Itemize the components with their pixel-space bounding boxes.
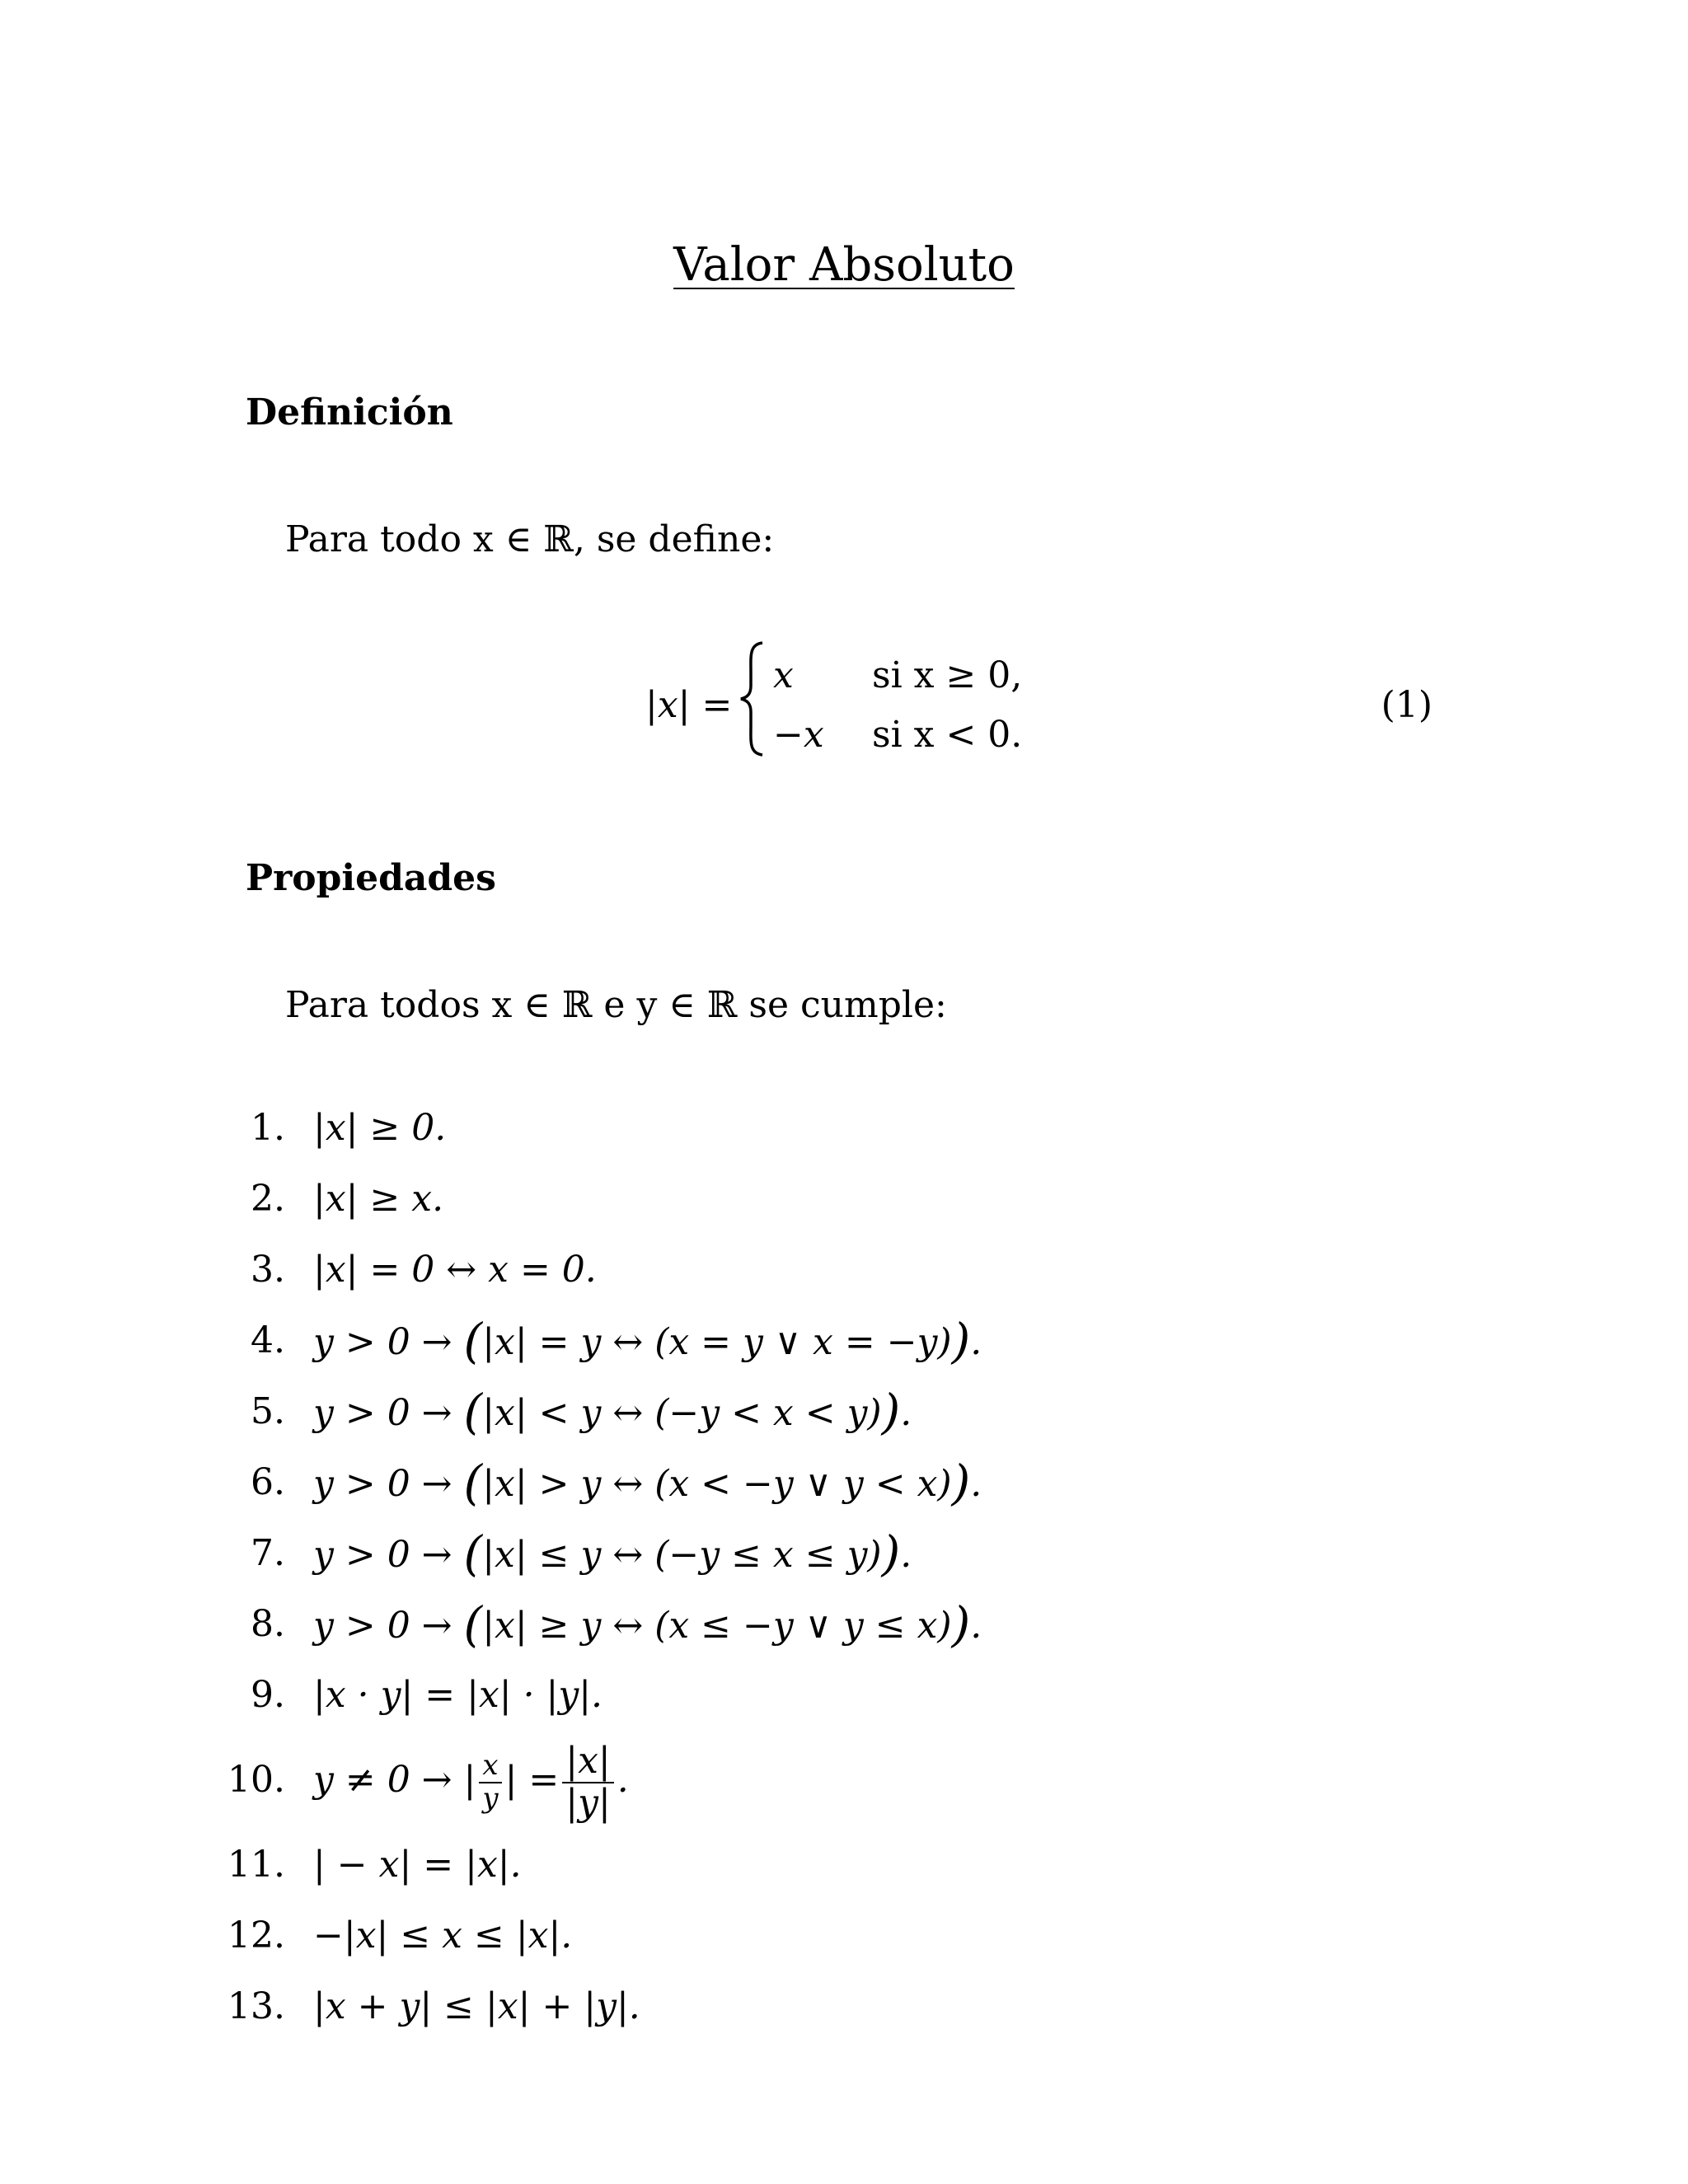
fraction-x-over-y xyxy=(479,1750,501,1814)
expr-inner: |x| > y ↔ (x < −y ∨ y < x) xyxy=(482,1463,952,1505)
expr-post: . xyxy=(970,1321,982,1363)
list-item xyxy=(221,1235,1375,1305)
list-item xyxy=(221,1164,1375,1235)
paren-close: ) xyxy=(881,1384,901,1440)
case-1-value: x xyxy=(773,654,794,696)
item-expression: |x · y| = |x| · |y|. xyxy=(313,1674,603,1716)
piecewise-equation xyxy=(645,644,1041,768)
list-item xyxy=(221,1830,1375,1900)
expr-post: . xyxy=(900,1534,912,1576)
item-number: 1. xyxy=(251,1107,285,1149)
equation-lhs: |x| = xyxy=(645,684,733,726)
item-number: 4. xyxy=(251,1319,285,1361)
paren-open: ( xyxy=(463,1313,483,1369)
expr-inner: |x| < y ↔ (−y < x < y) xyxy=(482,1392,882,1434)
page-title xyxy=(0,239,1688,292)
item-number: 7. xyxy=(251,1532,285,1574)
item-expression: | − x| = |x|. xyxy=(313,1844,522,1886)
fraction-denominator: y xyxy=(482,1781,499,1815)
expr-inner: |x| ≥ y ↔ (x ≤ −y ∨ y ≤ x) xyxy=(482,1605,952,1647)
case-2-condition: si x < 0. xyxy=(872,714,1023,756)
paren-open: ( xyxy=(463,1455,483,1511)
fraction-denominator: |y| xyxy=(565,1781,611,1824)
expr-inner: |x| ≤ y ↔ (−y ≤ x ≤ y) xyxy=(482,1534,882,1576)
item-expression xyxy=(313,1518,912,1591)
paren-open: ( xyxy=(463,1384,483,1440)
equation-case-1 xyxy=(773,654,1022,697)
item-number: 5. xyxy=(251,1390,285,1432)
propiedades-heading: Propiedades xyxy=(246,857,496,899)
properties-list xyxy=(221,1093,1375,2042)
item-number: 11. xyxy=(227,1844,285,1886)
item-expression: |x| ≥ x. xyxy=(313,1178,444,1220)
paren-open: ( xyxy=(463,1596,483,1652)
list-item xyxy=(221,1093,1375,1164)
list-item xyxy=(221,1447,1375,1518)
list-item xyxy=(221,1518,1375,1589)
definicion-heading: Definición xyxy=(246,391,453,434)
expr-post: . xyxy=(617,1759,629,1801)
list-item xyxy=(221,1971,1375,2042)
expr-pre: y ≠ 0 → | xyxy=(313,1759,476,1801)
item-expression xyxy=(313,1305,982,1378)
item-expression: |x + y| ≤ |x| + |y|. xyxy=(313,1985,640,2027)
item-number: 13. xyxy=(227,1985,285,2027)
item-expression xyxy=(313,1589,982,1661)
item-number: 3. xyxy=(251,1249,285,1291)
item-number: 2. xyxy=(251,1178,285,1220)
expr-inner: |x| = y ↔ (x = y ∨ x = −y) xyxy=(482,1321,952,1363)
paren-close: ) xyxy=(951,1455,971,1511)
item-expression xyxy=(313,1731,629,1830)
paren-close: ) xyxy=(951,1596,971,1652)
page-title-text: Valor Absoluto xyxy=(673,238,1015,292)
item-number: 12. xyxy=(227,1915,285,1957)
list-item xyxy=(221,1589,1375,1660)
item-expression: −|x| ≤ x ≤ |x|. xyxy=(313,1915,573,1957)
expr-pre: y > 0 → xyxy=(313,1534,452,1576)
list-item xyxy=(221,1660,1375,1731)
expr-mid: | = xyxy=(504,1759,560,1801)
expr-post: . xyxy=(970,1605,982,1647)
propiedades-intro: Para todos x ∈ ℝ e y ∈ ℝ se cumple: xyxy=(285,984,947,1026)
expr-pre: y > 0 → xyxy=(313,1605,452,1647)
expr-post: . xyxy=(900,1392,912,1434)
paren-close: ) xyxy=(951,1313,971,1369)
paren-close: ) xyxy=(881,1526,901,1582)
expr-post: . xyxy=(970,1463,982,1505)
list-item xyxy=(221,1731,1375,1830)
expr-pre: y > 0 → xyxy=(313,1321,452,1363)
expr-pre: y > 0 → xyxy=(313,1463,452,1505)
fraction-numerator: x xyxy=(479,1750,501,1783)
list-item xyxy=(221,1900,1375,1971)
fraction-absx-over-absy xyxy=(562,1741,614,1823)
expr-pre: y > 0 → xyxy=(313,1392,452,1434)
case-1-condition: si x ≥ 0, xyxy=(872,654,1023,696)
list-item xyxy=(221,1305,1375,1376)
definicion-intro: Para todo x ∈ ℝ, se define: xyxy=(285,518,775,560)
fraction-numerator: |x| xyxy=(562,1741,614,1783)
paren-open: ( xyxy=(463,1526,483,1582)
item-number: 8. xyxy=(251,1603,285,1645)
equation-case-2 xyxy=(773,714,1022,757)
item-number: 10. xyxy=(227,1759,285,1801)
left-brace-icon xyxy=(738,640,767,758)
item-number: 9. xyxy=(251,1674,285,1716)
case-2-value: −x xyxy=(773,714,824,756)
list-item xyxy=(221,1376,1375,1447)
item-number: 6. xyxy=(251,1461,285,1503)
item-expression: |x| ≥ 0. xyxy=(313,1107,447,1149)
item-expression xyxy=(313,1447,982,1520)
equation-number: (1) xyxy=(1381,684,1432,726)
item-expression: |x| = 0 ↔ x = 0. xyxy=(313,1249,597,1291)
item-expression xyxy=(313,1376,912,1449)
